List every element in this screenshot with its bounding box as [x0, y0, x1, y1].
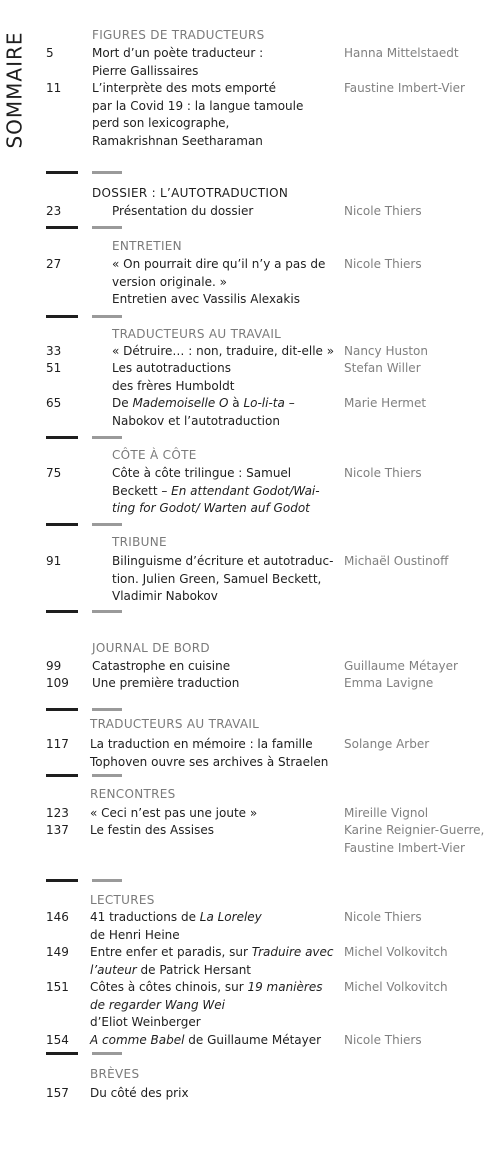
entry-author: Emma Lavigne — [344, 676, 434, 690]
entry-title — [112, 256, 338, 309]
entry-author: Mireille Vignol — [344, 806, 429, 820]
entry-author: Nancy Huston — [344, 344, 428, 358]
title-line — [112, 395, 338, 413]
sommaire-vertical-label — [2, 30, 28, 150]
title-italic: La Loreley — [199, 910, 262, 924]
divider-dark — [46, 610, 78, 613]
section-heading-entretien: ENTRETIEN — [112, 239, 182, 253]
entry-author: Marie Hermet — [344, 396, 427, 410]
title-italic: A comme Babel — [90, 1033, 185, 1047]
divider-grey — [92, 436, 122, 439]
section-heading-rencontres: RENCONTRES — [90, 787, 176, 801]
entry-author: Nicole Thiers — [344, 1033, 422, 1047]
entry-title — [112, 553, 338, 606]
title-line: « On pourrait dire qu’il n’y a pas de — [112, 257, 326, 271]
title-italic: l’auteur — [90, 962, 137, 977]
page-number: 99 — [46, 659, 62, 673]
divider-grey — [92, 879, 122, 882]
title-italic: Lo-li-ta — [243, 396, 285, 410]
title-line: Les autotraductions — [112, 361, 231, 375]
page-number: 109 — [46, 676, 69, 690]
entry-author: Michel Volkovitch — [344, 980, 448, 994]
page-number: 27 — [46, 257, 62, 271]
title-italic: En attendant Godot/Wai- — [171, 483, 320, 498]
entry-title: Une première traduction — [92, 676, 240, 690]
section-heading-figures: FIGURES DE TRADUCTEURS — [92, 28, 265, 42]
divider-dark — [46, 315, 78, 318]
entry-author: Nicole Thiers — [344, 204, 422, 218]
title-line — [90, 944, 340, 962]
title-text: 41 traductions de — [90, 910, 200, 924]
title-line: des frères Humboldt — [112, 378, 235, 393]
title-text: de Patrick Hersant — [136, 962, 252, 977]
title-line: par la Covid 19 : la langue tamoule — [92, 98, 304, 113]
section-heading-lectures: LECTURES — [90, 893, 155, 907]
page-number: 149 — [46, 945, 69, 959]
section-heading-cote: CÔTE À CÔTE — [112, 448, 197, 462]
entry-title — [90, 944, 340, 979]
page-number: 117 — [46, 737, 69, 751]
title-text: Côtes à côtes chinois, sur — [90, 980, 248, 994]
title-line: Côte à côte trilingue : Samuel — [112, 466, 292, 480]
title-line: Nabokov et l’autotraduction — [112, 413, 280, 428]
entry-title — [92, 80, 354, 150]
title-line — [90, 997, 340, 1015]
title-line: tion. Julien Green, Samuel Beckett, — [112, 571, 322, 586]
title-line: Vladimir Nabokov — [112, 589, 218, 603]
divider-grey — [92, 1052, 122, 1055]
entry-title — [90, 736, 340, 771]
title-text: – — [284, 396, 295, 410]
entry-title — [90, 909, 340, 944]
divider-dark — [46, 523, 78, 526]
entry-author: Hanna Mittelstaedt — [344, 46, 459, 60]
section-heading-traducteurs: TRADUCTEURS AU TRAVAIL — [112, 327, 282, 341]
title-line: version originale. » — [112, 274, 227, 289]
author-line: Karine Reignier-Guerre, — [344, 823, 485, 837]
entry-author: Faustine Imbert-Vier — [344, 81, 465, 95]
page-number: 146 — [46, 910, 69, 924]
title-line: Ramakrishnan Seetharaman — [92, 133, 263, 148]
divider-grey — [92, 226, 122, 229]
entry-title: Catastrophe en cuisine — [92, 659, 231, 673]
title-line: Mort d’un poète traducteur : — [92, 46, 264, 60]
entry-author: Nicole Thiers — [344, 910, 422, 924]
divider-dark — [46, 1052, 78, 1055]
page-number: 137 — [46, 823, 69, 837]
entry-author: Michel Volkovitch — [344, 945, 448, 959]
page-number: 154 — [46, 1033, 69, 1047]
divider-grey — [92, 523, 122, 526]
divider-grey — [92, 610, 122, 613]
title-line: Bilinguisme d’écriture et autotraduc- — [112, 554, 334, 568]
title-line: L’interprète des mots emporté — [92, 81, 276, 95]
title-line — [90, 909, 340, 927]
page-number: 151 — [46, 980, 69, 994]
entry-title — [112, 395, 338, 430]
divider-dark — [46, 879, 78, 882]
entry-title: Le festin des Assises — [90, 823, 214, 837]
divider-grey — [92, 774, 122, 777]
title-italic: 19 manières — [247, 980, 323, 994]
section-heading-dossier: DOSSIER : L’AUTOTRADUCTION — [92, 186, 289, 200]
divider-dark — [46, 436, 78, 439]
title-line: Entretien avec Vassilis Alexakis — [112, 292, 300, 306]
entry-author: Nicole Thiers — [344, 466, 422, 480]
page-number: 123 — [46, 806, 69, 820]
section-heading-traducteurs-2: TRADUCTEURS AU TRAVAIL — [90, 717, 260, 731]
title-line — [112, 500, 338, 518]
entry-author: Nicole Thiers — [344, 257, 422, 271]
divider-dark — [46, 171, 78, 174]
entry-title — [92, 45, 354, 80]
title-italic: Mademoiselle O — [132, 396, 229, 410]
page-number: 5 — [46, 46, 54, 60]
section-heading-tribune: TRIBUNE — [112, 535, 167, 549]
entry-title: Du côté des prix — [90, 1086, 189, 1100]
title-line: Tophoven ouvre ses archives à Straelen — [90, 754, 329, 769]
title-line — [90, 962, 340, 980]
entry-title — [90, 1032, 340, 1050]
title-text: de Guillaume Métayer — [184, 1033, 322, 1047]
entry-author: Guillaume Métayer — [344, 659, 458, 673]
entry-title: « Ceci n’est pas une joute » — [90, 806, 258, 820]
entry-author: Stefan Willer — [344, 361, 421, 375]
entry-title — [112, 360, 338, 395]
page-number: 23 — [46, 204, 62, 218]
title-line — [112, 483, 338, 501]
sommaire-text: SOMMAIRE — [2, 31, 27, 149]
entry-title: « Détruire… : non, traduire, dit-elle » — [112, 344, 335, 358]
section-heading-journal: JOURNAL DE BORD — [92, 641, 210, 655]
title-line: de Henri Heine — [90, 927, 180, 942]
title-text: Beckett – — [112, 483, 172, 498]
entry-title — [90, 979, 340, 1032]
entry-author: Solange Arber — [344, 737, 430, 751]
page-number: 65 — [46, 396, 62, 410]
divider-grey — [92, 171, 122, 174]
title-italic: ting for Godot/ Warten auf Godot — [112, 501, 310, 515]
divider-dark — [46, 226, 78, 229]
entry-title: Présentation du dossier — [112, 204, 254, 218]
title-text: De — [112, 396, 133, 410]
page-number: 51 — [46, 361, 62, 375]
title-italic: de regarder Wang Wei — [90, 997, 225, 1012]
page-number: 91 — [46, 554, 62, 568]
page-number: 33 — [46, 344, 62, 358]
page-number: 11 — [46, 81, 62, 95]
title-text: à — [228, 396, 244, 410]
divider-dark — [46, 774, 78, 777]
divider-grey — [92, 708, 122, 711]
entry-title — [112, 465, 338, 518]
page-number: 75 — [46, 466, 62, 480]
entry-author — [344, 822, 484, 857]
divider-dark — [46, 708, 78, 711]
page-number: 157 — [46, 1086, 69, 1100]
title-italic: Traduire avec — [251, 945, 334, 959]
title-line — [90, 979, 340, 997]
title-line: La traduction en mémoire : la famille — [90, 737, 313, 751]
section-heading-breves: BRÈVES — [90, 1067, 140, 1081]
author-line: Faustine Imbert-Vier — [344, 840, 465, 855]
title-line: d’Eliot Weinberger — [90, 1015, 201, 1029]
title-line: Pierre Gallissaires — [92, 63, 199, 78]
title-text: Entre enfer et paradis, sur — [90, 945, 252, 959]
entry-author: Michaël Oustinoff — [344, 554, 449, 568]
title-line: perd son lexicographe, — [92, 116, 230, 130]
divider-grey — [92, 315, 122, 318]
